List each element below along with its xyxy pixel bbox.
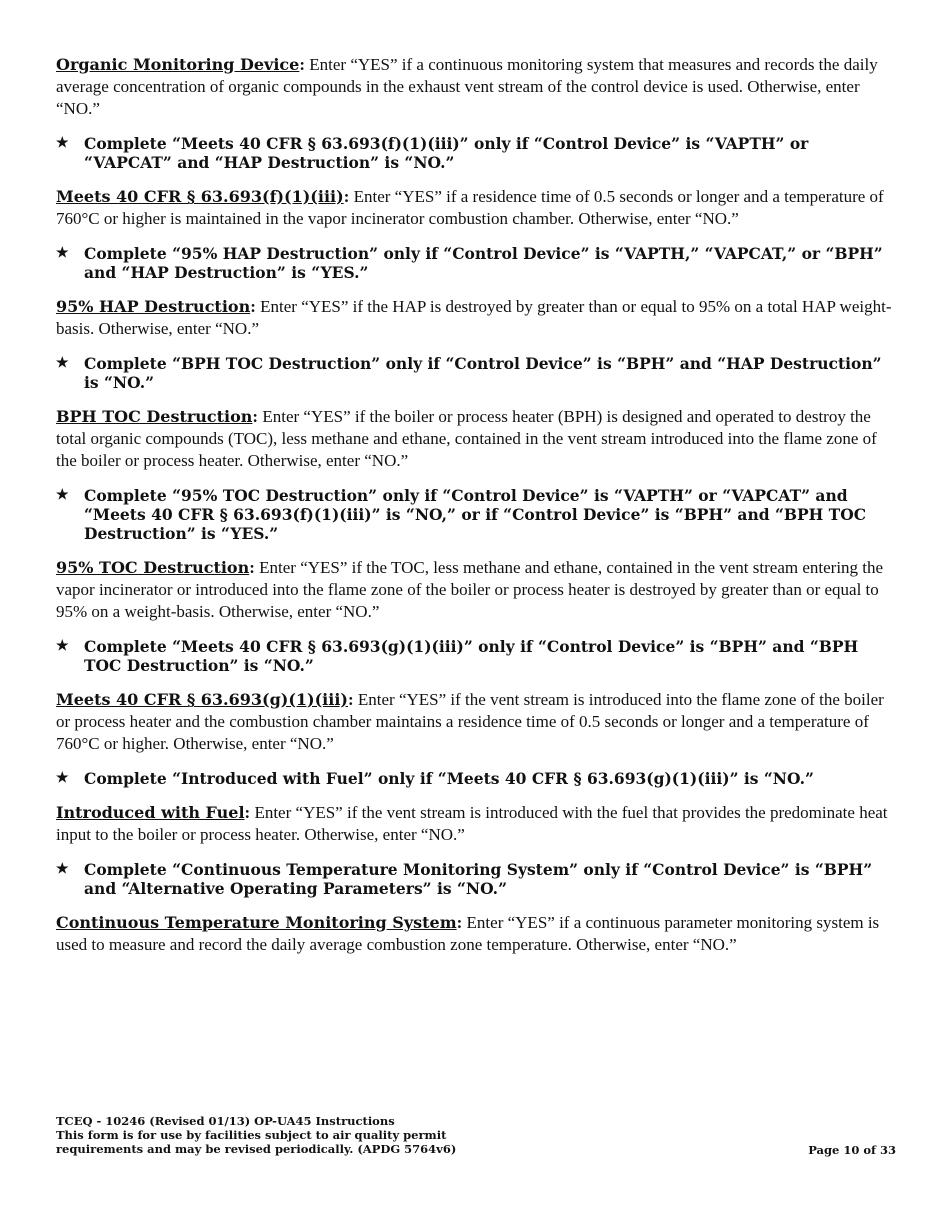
definition-text: Enter “YES” if a continuous monitoring system that measures and records the daily average concentration of organic compounds in the exhaust vent stream of the control device is used. Otherwise, enter “NO.” [56, 55, 878, 118]
star-icon: ★ [56, 861, 69, 877]
definition-text: Enter “YES” if the TOC, less methane and ethane, contained in the vent stream entering the vapor incinerator or introduced into the flame zone of the boiler or process heater is destroyed by greater than or equal to 95% on a weight-basis. Otherwise, enter “NO.” [56, 558, 884, 621]
definition-meets-63-693-f: Meets 40 CFR § 63.693(f)(1)(iii): Enter “YES” if a residence time of 0.5 seconds or longer and a temperature of 760°C or higher is maintained in the vapor incinerator combustion chamber. Otherwise, enter “NO.” [56, 187, 884, 228]
definition-organic-monitoring-device: Organic Monitoring Device: Enter “YES” if a continuous monitoring system that measures and records the daily average concentration of organic compounds in the exhaust vent stream of the control device is used. Otherwise, enter “NO.” [56, 55, 878, 118]
definition-text: Enter “YES” if the HAP is destroyed by greater than or equal to 95% on a total HAP weight-basis. Otherwise, enter “NO.” [56, 297, 892, 338]
instruction-bullet [56, 354, 896, 392]
definition-meets-63-693-g: Meets 40 CFR § 63.693(g)(1)(iii): Enter “YES” if the vent stream is introduced into the flame zone of the boiler or process heater and the combustion chamber maintains a residence time of 0.5 seconds or longer and a temperature of 760°C or higher. Otherwise, enter “NO.” [56, 690, 884, 753]
instruction-bullet [56, 244, 896, 282]
star-icon: ★ [56, 487, 69, 503]
instruction-bullet [56, 134, 896, 172]
bullet-text: Complete “95% TOC Destruction” only if “Control Device” is “VAPTH” or “VAPCAT” and “Meets 40 CFR § 63.693(f)(1)(iii)” is “NO,” or if “Control Device” is “BPH” and “BPH TOC Destruction” is “YES.” [84, 486, 867, 543]
instruction-bullet [56, 486, 896, 543]
term-heading: 95% HAP Destruction [56, 297, 251, 316]
form-revision-line: requirements and may be revised periodically. (APDG 5764v6) [56, 1142, 457, 1156]
term-heading: 95% TOC Destruction [56, 558, 250, 577]
instruction-bullet [56, 769, 896, 788]
term-heading: Meets 40 CFR § 63.693(f)(1)(iii) [56, 187, 344, 206]
instruction-bullet [56, 637, 896, 675]
star-icon: ★ [56, 355, 69, 371]
star-icon: ★ [56, 245, 69, 261]
definition-95-toc-destruction: 95% TOC Destruction: Enter “YES” if the TOC, less methane and ethane, contained in the vent stream entering the vapor incinerator or introduced into the flame zone of the boiler or process heater is destroyed by greater than or equal to 95% on a weight-basis. Otherwise, enter “NO.” [56, 558, 884, 621]
definition-text: Enter “YES” if the vent stream is introduced into the flame zone of the boiler or process heater and the combustion chamber maintains a residence time of 0.5 seconds or longer and a temperature of 760°C or higher. Otherwise, enter “NO.” [56, 690, 884, 753]
definition-text: Enter “YES” if a continuous parameter monitoring system is used to measure and record the daily average combustion zone temperature. Otherwise, enter “NO.” [56, 913, 880, 954]
term-heading: BPH TOC Destruction [56, 407, 253, 426]
definition-introduced-with-fuel: Introduced with Fuel: Enter “YES” if the vent stream is introduced with the fuel that provides the predominate heat input to the boiler or process heater. Otherwise, enter “NO.” [56, 803, 888, 844]
page-number: Page 10 of 33 [808, 1143, 896, 1157]
definition-bph-toc-destruction: BPH TOC Destruction: Enter “YES” if the boiler or process heater (BPH) is designed and operated to destroy the total organic compounds (TOC), less methane and ethane, contained in the vent stream introduced into the flame zone of the boiler or process heater. Otherwise, enter “NO.” [56, 407, 877, 470]
term-heading: Organic Monitoring Device [56, 55, 300, 74]
document-body [56, 54, 896, 970]
bullet-text: Complete “Continuous Temperature Monitoring System” only if “Control Device” is “BPH” and “Alternative Operating Parameters” is “NO.” [84, 860, 873, 898]
term-heading: Meets 40 CFR § 63.693(g)(1)(iii) [56, 690, 348, 709]
definition-text: Enter “YES” if a residence time of 0.5 seconds or longer and a temperature of 760°C or higher is maintained in the vapor incinerator combustion chamber. Otherwise, enter “NO.” [56, 187, 884, 228]
instruction-bullet [56, 860, 896, 898]
definition-text: Enter “YES” if the vent stream is introduced with the fuel that provides the predominate heat input to the boiler or process heater. Otherwise, enter “NO.” [56, 803, 888, 844]
star-icon: ★ [56, 638, 69, 654]
bullet-text: Complete “Meets 40 CFR § 63.693(f)(1)(iii)” only if “Control Device” is “VAPTH” or “VAPCAT” and “HAP Destruction” is “NO.” [84, 134, 809, 172]
definition-continuous-temperature-monitoring: Continuous Temperature Monitoring System: Enter “YES” if a continuous parameter monitoring system is used to measure and record the daily average combustion zone temperature. Otherwise, enter “NO.” [56, 913, 880, 954]
term-heading: Introduced with Fuel [56, 803, 245, 822]
definition-text: Enter “YES” if the boiler or process heater (BPH) is designed and operated to destroy the total organic compounds (TOC), less methane and ethane, contained in the vent stream introduced into the flame zone of the boiler or process heater. Otherwise, enter “NO.” [56, 407, 877, 470]
form-id-line: TCEQ - 10246 (Revised 01/13) OP-UA45 Instructions [56, 1114, 395, 1128]
star-icon: ★ [56, 135, 69, 151]
bullet-text: Complete “BPH TOC Destruction” only if “Control Device” is “BPH” and “HAP Destruction” is “NO.” [84, 354, 882, 392]
bullet-text: Complete “Introduced with Fuel” only if “Meets 40 CFR § 63.693(g)(1)(iii)” is “NO.” [84, 769, 814, 788]
form-usage-line: This form is for use by facilities subject to air quality permit [56, 1128, 447, 1142]
star-icon: ★ [56, 770, 69, 786]
definition-95-hap-destruction: 95% HAP Destruction: Enter “YES” if the HAP is destroyed by greater than or equal to 95% on a total HAP weight-basis. Otherwise, enter “NO.” [56, 297, 892, 338]
form-info [56, 1114, 576, 1156]
bullet-text: Complete “95% HAP Destruction” only if “Control Device” is “VAPTH,” “VAPCAT,” or “BPH” and “HAP Destruction” is “YES.” [84, 244, 883, 282]
bullet-text: Complete “Meets 40 CFR § 63.693(g)(1)(iii)” only if “Control Device” is “BPH” and “BPH TOC Destruction” is “NO.” [84, 637, 859, 675]
term-heading: Continuous Temperature Monitoring System [56, 913, 457, 932]
